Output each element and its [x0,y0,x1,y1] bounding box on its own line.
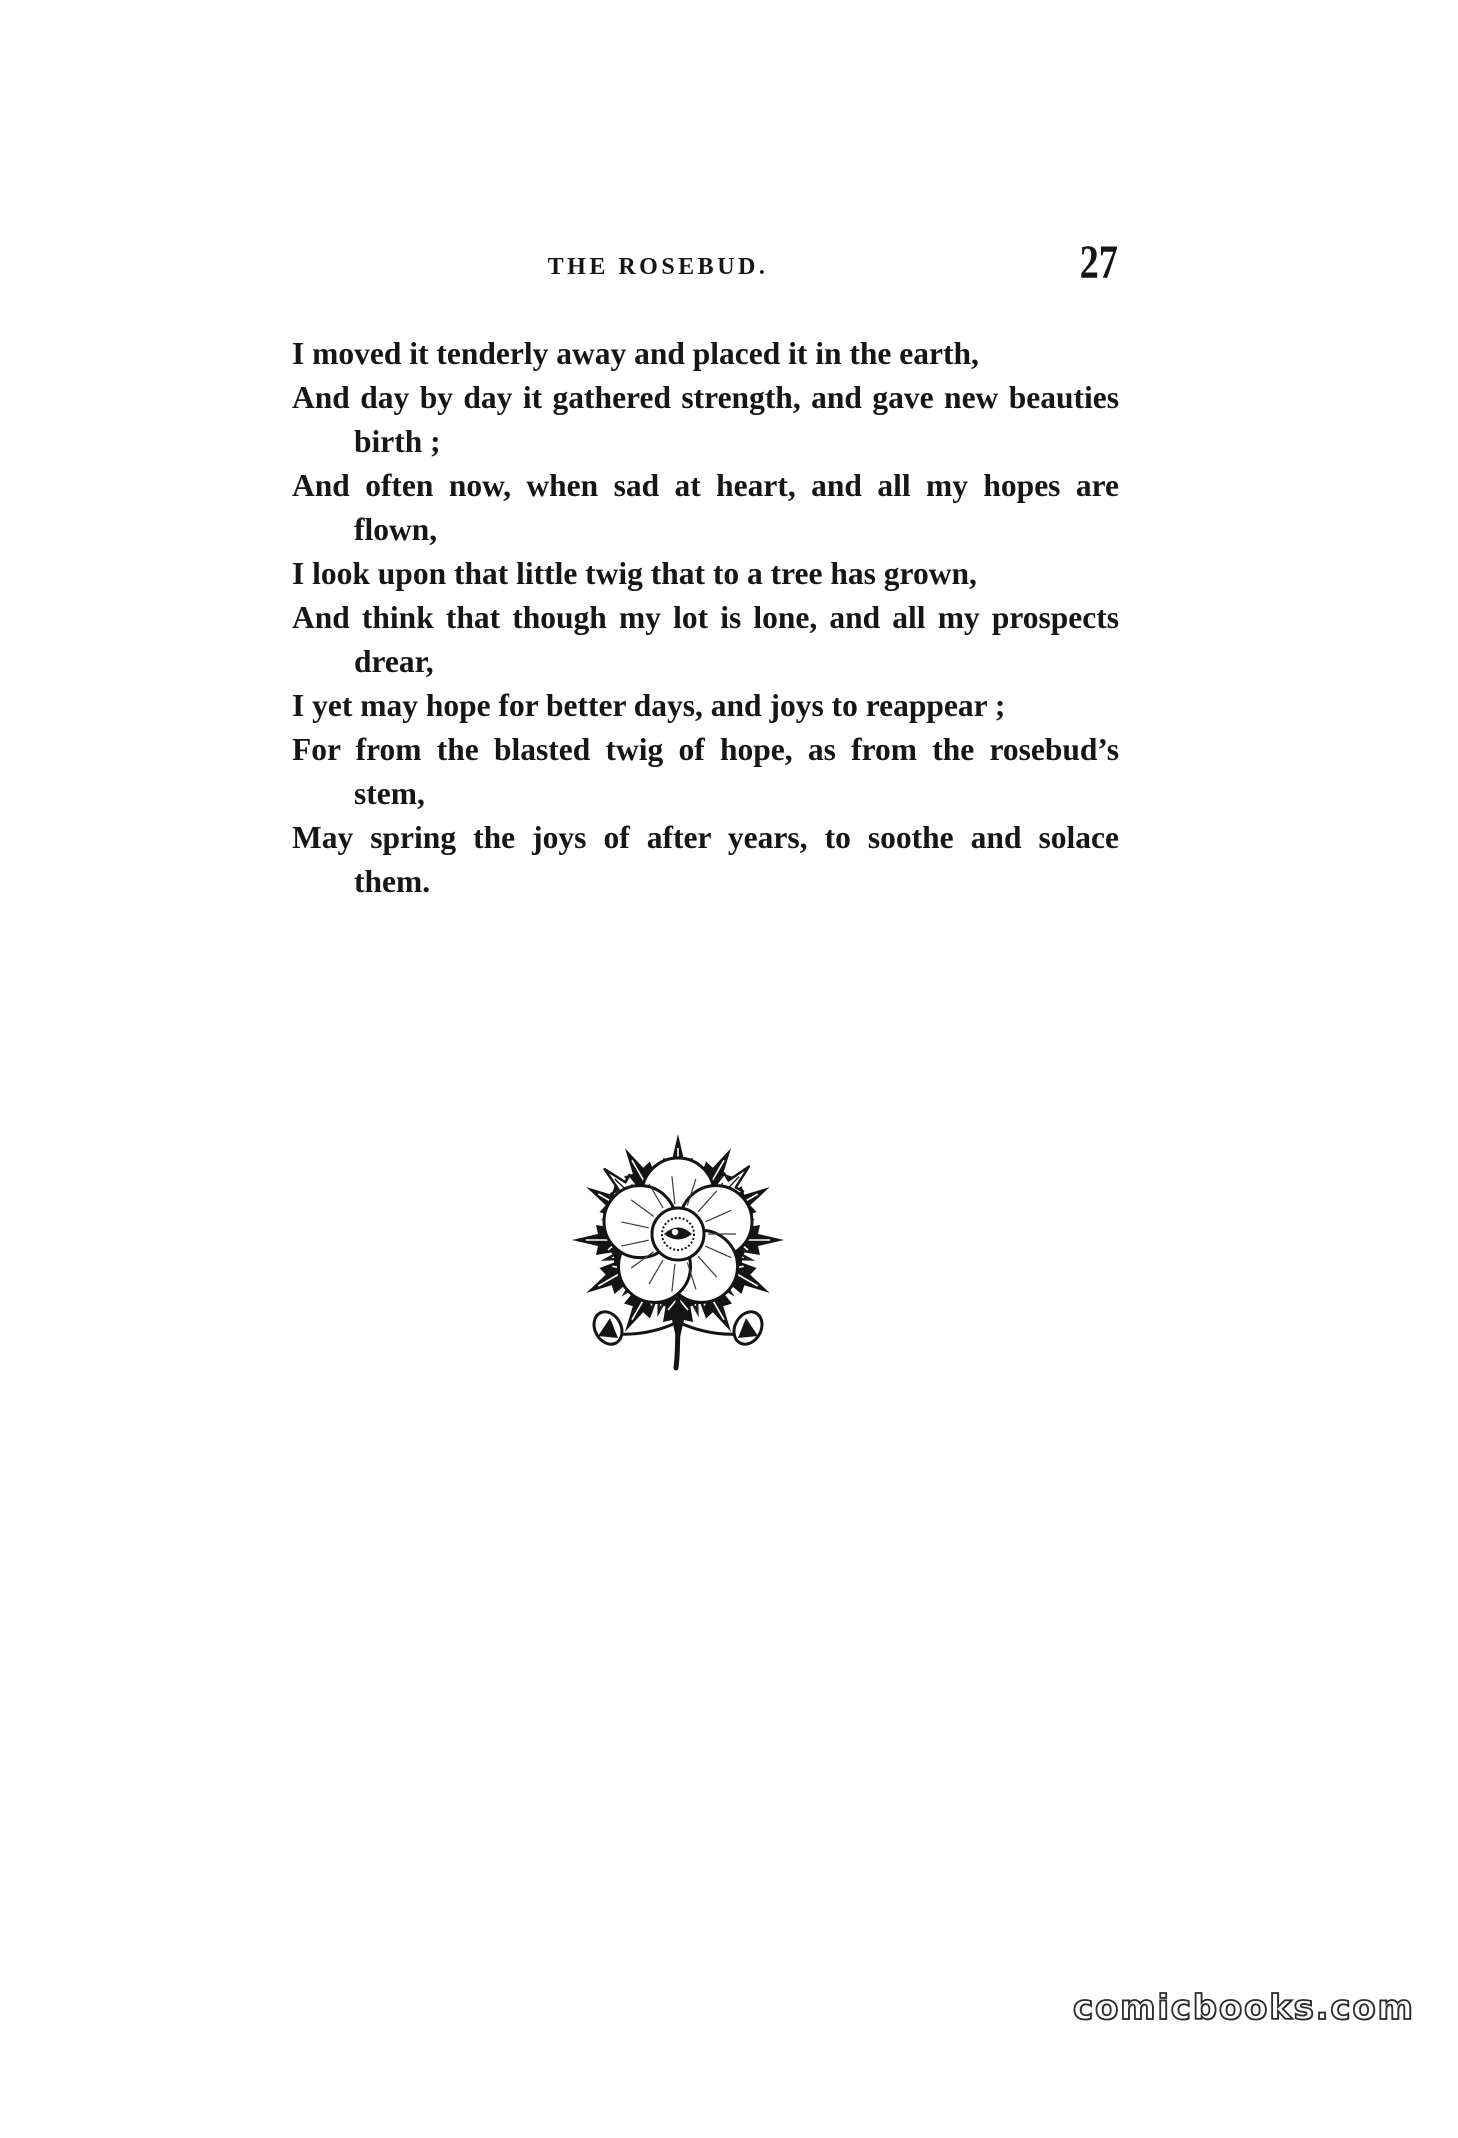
poem [292,332,1119,904]
watermark: comicbooks.com [1073,1988,1415,2028]
verse-line: May spring the joys of after years, to soothe and solace [292,820,1119,855]
page-number: 27 [1079,236,1118,289]
verse-line-continuation: them. [354,864,431,899]
verse-line: And often now, when sad at heart, and all my hopes are [292,468,1119,503]
verse [292,464,1119,552]
verse-line-continuation: birth ; [354,424,441,459]
verse-line-continuation: flown, [354,512,438,547]
verse [292,728,1119,816]
verse-line: I moved it tenderly away and placed it in the earth, [292,336,979,371]
ornament-stem-line [676,1298,678,1368]
verse-line: I look upon that little twig that to a tree has grown, [292,556,977,591]
ornament-seed-highlight [672,1229,678,1235]
running-head: THE ROSEBUD. [547,254,769,280]
verse-line: For from the blasted twig of hope, as from the rosebud’s [292,732,1119,767]
rose-ornament-icon [558,1122,798,1372]
verse-line: And think that though my lot is lone, and all my prospects [292,600,1119,635]
verse [292,684,1119,728]
verse [292,376,1119,464]
verse [292,816,1119,904]
verse [292,332,1119,376]
verse [292,596,1119,684]
verse-line: I yet may hope for better days, and joys to reappear ; [292,688,1006,723]
verse-line: And day by day it gathered strength, and gave new beauties [292,380,1119,415]
verse-line-continuation: drear, [354,644,434,679]
verse [292,552,1119,596]
ornament-center [652,1208,704,1260]
verse-line-continuation: stem, [354,776,425,811]
